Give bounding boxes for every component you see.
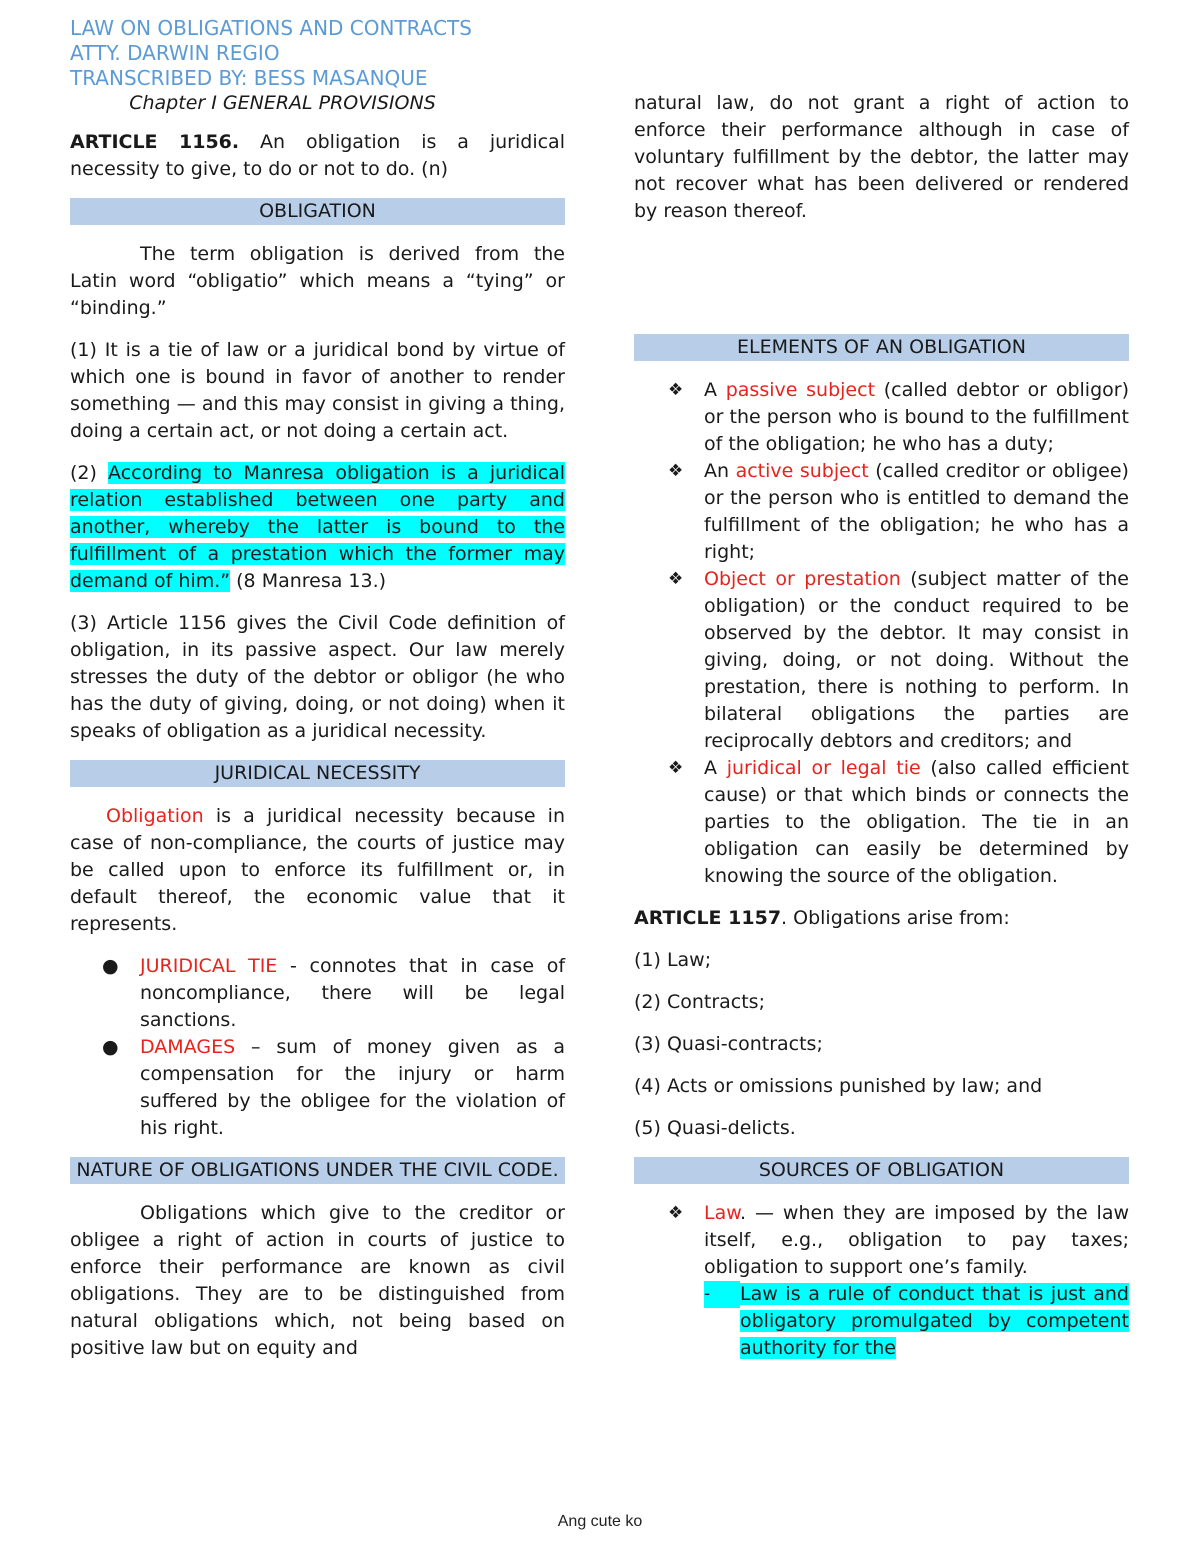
manresa-highlight: According to Manresa obligation is a juridical relation established between one party and another, whereby the latter is bound to the fulfillment of a prestation which the former may demand of him.”	[70, 462, 565, 592]
diamond-bullet-icon: ❖	[668, 380, 684, 400]
juridical-necessity-paragraph	[70, 803, 565, 938]
juridical-bullet-list	[70, 953, 565, 1142]
right-column	[634, 90, 1129, 1377]
elements-list	[634, 377, 1129, 890]
sources-header: SOURCES OF OBLIGATION	[634, 1157, 1129, 1184]
obligation-header: OBLIGATION	[70, 198, 565, 225]
instructor-name: ATTY. DARWIN REGIO	[70, 41, 280, 65]
element-prefix: A	[704, 757, 727, 779]
diamond-bullet-icon: ❖	[668, 758, 684, 778]
footer-text: Ang cute ko	[557, 1513, 643, 1530]
bullet-icon: ●	[102, 955, 119, 977]
list-item	[704, 1281, 1129, 1362]
paragraph-1: (1) It is a tie of law or a juridical bond by virtue of which one is bound in favor of another to render something — and this may consist in giving a thing, doing a certain act, or not doing a certain act.	[70, 339, 565, 442]
nature-of-obligations-header: NATURE OF OBLIGATIONS UNDER THE CIVIL CODE.	[70, 1157, 565, 1184]
juridical-necessity-header: JURIDICAL NECESSITY	[70, 760, 565, 787]
article-1156-text: An obligation is a juridical necessity to give, to do or not to do. (n)	[70, 131, 565, 180]
source-item: (4) Acts or omissions punished by law; and	[634, 1075, 1043, 1097]
source-item: (2) Contracts;	[634, 991, 765, 1013]
source-item: (5) Quasi-delicts.	[634, 1117, 796, 1139]
diamond-bullet-icon: ❖	[668, 569, 684, 589]
list-item	[634, 1200, 1129, 1362]
element-term: juridical or legal tie	[726, 757, 921, 779]
article-1156	[70, 129, 565, 183]
article-1157	[634, 905, 1129, 932]
bullet-term: JURIDICAL TIE	[140, 955, 278, 977]
chapter-title: Chapter I GENERAL PROVISIONS	[129, 92, 436, 114]
article-1156-label: ARTICLE 1156.	[70, 131, 240, 153]
paragraph-2	[70, 460, 565, 595]
list-item	[634, 377, 1129, 458]
bullet-text: - connotes that in case of noncompliance, there will be legal sanctions.	[140, 955, 566, 1031]
paragraph-2-prefix: (2)	[70, 462, 109, 484]
bullet-term: DAMAGES	[140, 1036, 236, 1058]
sources-detail-list	[634, 1200, 1129, 1362]
transcriber-name: TRANSCRIBED BY: BESS MASANQUE	[70, 66, 428, 90]
document-header	[70, 16, 472, 91]
element-prefix: An	[704, 460, 736, 482]
law-sub-list	[704, 1281, 1129, 1362]
law-term: Law	[704, 1202, 741, 1224]
element-text: (called creditor or obligee) or the person who is entitled to demand the fulfillment of the obligation; he who has a right;	[704, 460, 1129, 563]
term-paragraph: The term obligation is derived from the Latin word “obligatio” which means a “tying” or “binding.”	[70, 243, 565, 319]
list-item	[634, 755, 1129, 890]
nature-paragraph: Obligations which give to the creditor or obligee a right of action in courts of justice to enforce their performance are known as civil obligations. They are to be distinguished from natural obligations which, not being based on positive law but on equity and	[70, 1202, 565, 1359]
paragraph-2-citation: (8 Manresa 13.)	[230, 570, 387, 592]
obligation-term: Obligation	[106, 805, 204, 827]
article-1157-label: ARTICLE 1157	[634, 907, 782, 929]
element-text: (subject matter of the obligation) or the conduct required to be observed by the debtor. It may consist in giving, doing, or not doing. Without the prestation, there is nothing to perform. In bilateral obligations the parties are reciprocally debtors and creditors; and	[704, 568, 1129, 752]
list-item	[634, 566, 1129, 755]
law-definition-highlight: Law is a rule of conduct that is just and obligatory promulgated by competent authority for the	[740, 1283, 1129, 1359]
element-text: (called debtor or obligor) or the person who is bound to the fulfillment of the obligation; he who has a duty;	[704, 379, 1129, 455]
juridical-necessity-text: is a juridical necessity because in case of non-compliance, the courts of justice may be called upon to enforce its fulfillment or, in default thereof, the economic value that it represents.	[70, 805, 565, 935]
paragraph-3: (3) Article 1156 gives the Civil Code definition of obligation, in its passive aspect. Our law merely stresses the duty of the debtor or obligor (he who has the duty of giving, doing, or not doing) when it speaks of obligation as a juridical necessity.	[70, 612, 565, 742]
diamond-bullet-icon: ❖	[668, 461, 684, 481]
source-item: (3) Quasi-contracts;	[634, 1033, 823, 1055]
course-title: LAW ON OBLIGATIONS AND CONTRACTS	[70, 16, 472, 40]
bullet-icon: ●	[102, 1036, 119, 1058]
element-text: (also called efficient cause) or that which binds or connects the parties to the obligation. The tie in an obligation can easily be determined by knowing the source of the obligation.	[704, 757, 1129, 887]
element-prefix: A	[704, 379, 726, 401]
element-term: Object or prestation	[704, 568, 901, 590]
law-text: . — when they are imposed by the law itself, e.g., obligation to pay taxes; obligation to support one’s family.	[704, 1202, 1129, 1278]
list-item	[70, 953, 565, 1034]
dash-marker: -	[704, 1281, 740, 1308]
continued-paragraph: natural law, do not grant a right of action to enforce their performance although in case of voluntary fulfillment by the debtor, the latter may not recover what has been delivered or rendered by reason thereof.	[634, 92, 1129, 222]
elements-header: ELEMENTS OF AN OBLIGATION	[634, 334, 1129, 361]
diamond-bullet-icon: ❖	[668, 1203, 684, 1223]
bullet-text: – sum of money given as a compensation for the injury or harm suffered by the obligee for the violation of his right.	[140, 1036, 565, 1139]
spacer	[634, 240, 1129, 334]
element-term: passive subject	[725, 379, 876, 401]
list-item	[634, 458, 1129, 566]
left-column	[70, 90, 565, 1377]
source-item: (1) Law;	[634, 949, 712, 971]
element-term: active subject	[735, 460, 869, 482]
list-item	[70, 1034, 565, 1142]
article-1157-text: . Obligations arise from:	[781, 907, 1010, 929]
